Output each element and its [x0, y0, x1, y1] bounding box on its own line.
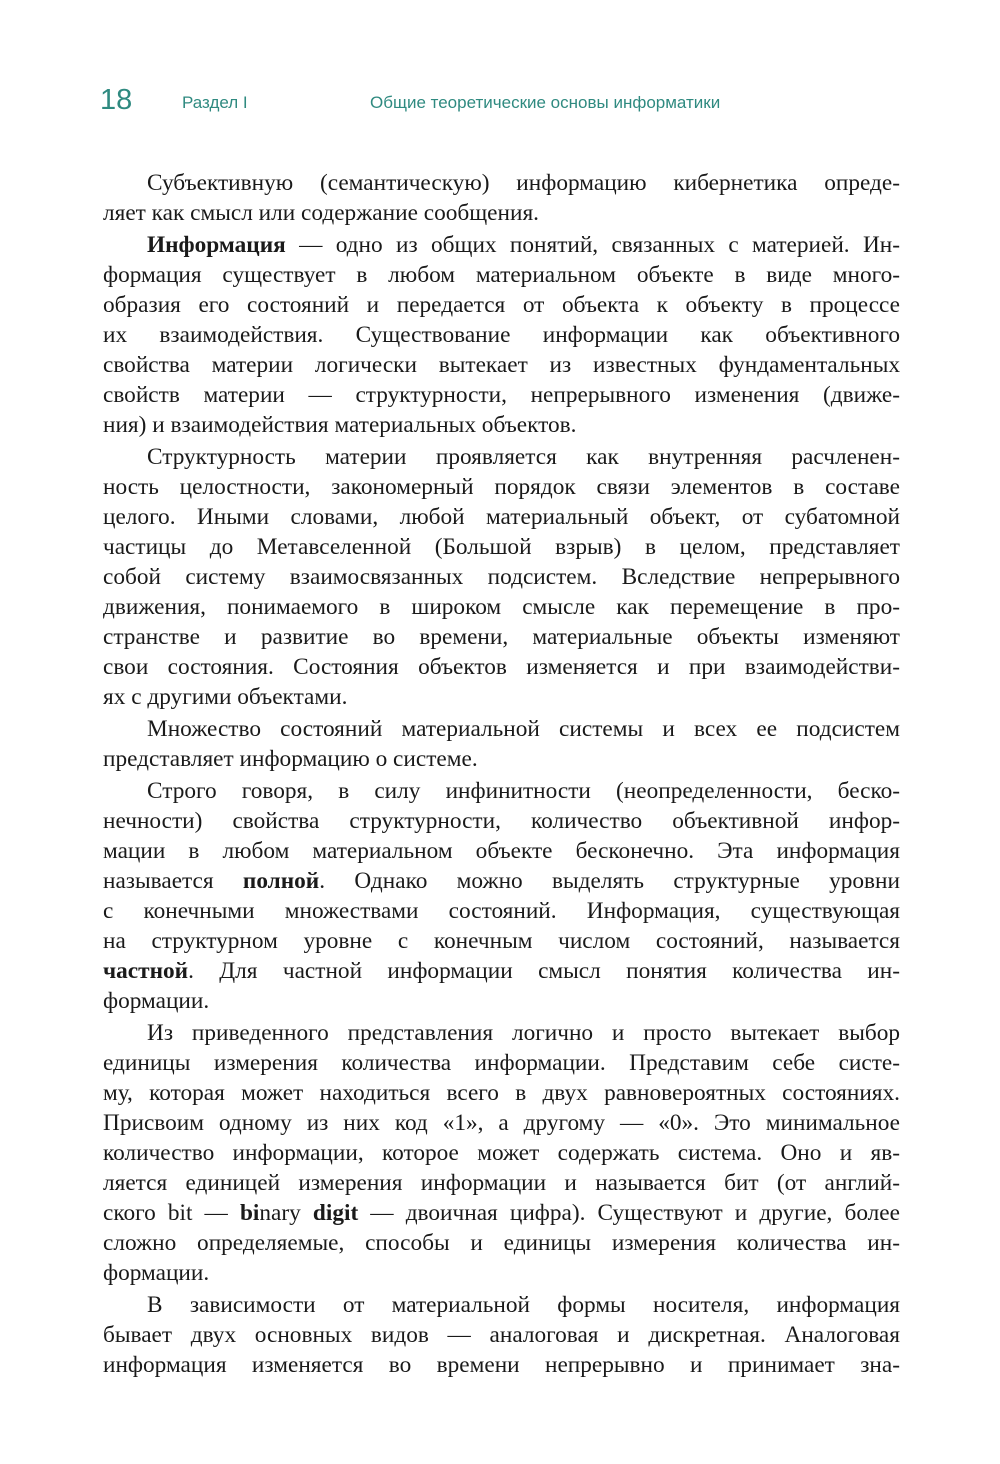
text-line: Строго говоря, в силу инфинитности (неопределенности, беско- [147, 778, 900, 804]
text-line: Присвоим одному из них код «1», а другому — «0». Это минимальное [103, 1110, 900, 1136]
term-information: Информация [147, 232, 286, 258]
text-line: мации в любом материальном объекте бесконечно. Эта информация [103, 838, 900, 864]
term-full: полной [242, 868, 320, 894]
text-line: Множество состояний материальной системы и всех ее подсистем [147, 716, 900, 742]
bold-bi: bi [239, 1200, 260, 1226]
text-line: свои состояния. Состояния объектов изменяется и при взаимодействи- [103, 654, 900, 680]
text-line: количество информации, которое может содержать система. Оно и яв- [103, 1140, 900, 1166]
text-line: ляется единицей измерения информации и называется бит (от англий- [103, 1170, 900, 1196]
text-line: ях с другими объектами. [103, 684, 348, 710]
text-line: му, которая может находиться всего в двух равновероятных состояниях. [103, 1080, 900, 1106]
text-line: с конечными множествами состояний. Информация, существующая [103, 898, 900, 924]
text-line: движения, понимаемого в широком смысле как перемещение в про- [103, 594, 900, 620]
text-line: Из приведенного представления логично и просто вытекает выбор [147, 1020, 900, 1046]
text-line: информация изменяется во времени непрерывно и принимает зна- [103, 1352, 900, 1378]
running-head [100, 84, 900, 124]
text-line: образия его состояний и передается от объекта к объекту в процессе [103, 292, 900, 318]
text-line: ляет как смысл или содержание сообщения. [103, 200, 539, 226]
text-line: сложно определяемые, способы и единицы измерения количества ин- [103, 1230, 900, 1256]
text-line: представляет информацию о системе. [103, 746, 478, 772]
text-line: формация существует в любом материальном объекте в виде много- [103, 262, 900, 288]
text-line: свойства материи логически вытекает из известных фундаментальных [103, 352, 900, 378]
text-line: целого. Иными словами, любой материальный объект, от субатомной [103, 504, 900, 530]
text-line: ность целостности, закономерный порядок связи элементов в составе [103, 474, 900, 500]
text-line: свойств материи — структурности, непрерывного изменения (движе- [103, 382, 900, 408]
text-line: нечности) свойства структурности, количество объективной инфор- [103, 808, 900, 834]
text-line: формации. [103, 988, 210, 1014]
text-line: единицы измерения количества информации. Представим себе систе- [103, 1050, 900, 1076]
term-partial: частной [103, 958, 189, 984]
bold-digit: digit [312, 1200, 359, 1226]
text-line: их взаимодействия. Существование информации как объективного [103, 322, 900, 348]
text-line: называется полной. Однако можно выделять структурные уровни [103, 868, 900, 894]
chapter-title: Общие теоретические основы информатики [370, 93, 721, 112]
text-line: ского bit — binary digit — двоичная цифра). Существуют и другие, более [103, 1200, 900, 1226]
text-line: частной. Для частной информации смысл понятия количества ин- [103, 958, 900, 984]
page-number: 18 [100, 84, 133, 116]
body-text [103, 168, 900, 1380]
text-line: странстве и развитие во времени, материальные объекты изменяют [103, 624, 900, 650]
text-line: на структурном уровне с конечным числом состояний, называется [103, 928, 900, 954]
section-label: Раздел I [182, 93, 248, 112]
text-line: бывает двух основных видов — аналоговая и дискретная. Аналоговая [103, 1322, 900, 1348]
text-line: Информация — одно из общих понятий, связанных с материей. Ин- [147, 232, 900, 258]
text-line: формации. [103, 1260, 210, 1286]
text-line: собой систему взаимосвязанных подсистем. Вследствие непрерывного [103, 564, 900, 590]
text-line: Структурность материи проявляется как внутренняя расчленен- [147, 444, 900, 470]
text-line: частицы до Метавселенной (Большой взрыв) в целом, представляет [103, 534, 900, 560]
text-line: ния) и взаимодействия материальных объектов. [103, 412, 577, 438]
text-line: В зависимости от материальной формы носителя, информация [147, 1292, 900, 1318]
text-line: Субъективную (семантическую) информацию кибернетика опреде- [147, 170, 900, 196]
